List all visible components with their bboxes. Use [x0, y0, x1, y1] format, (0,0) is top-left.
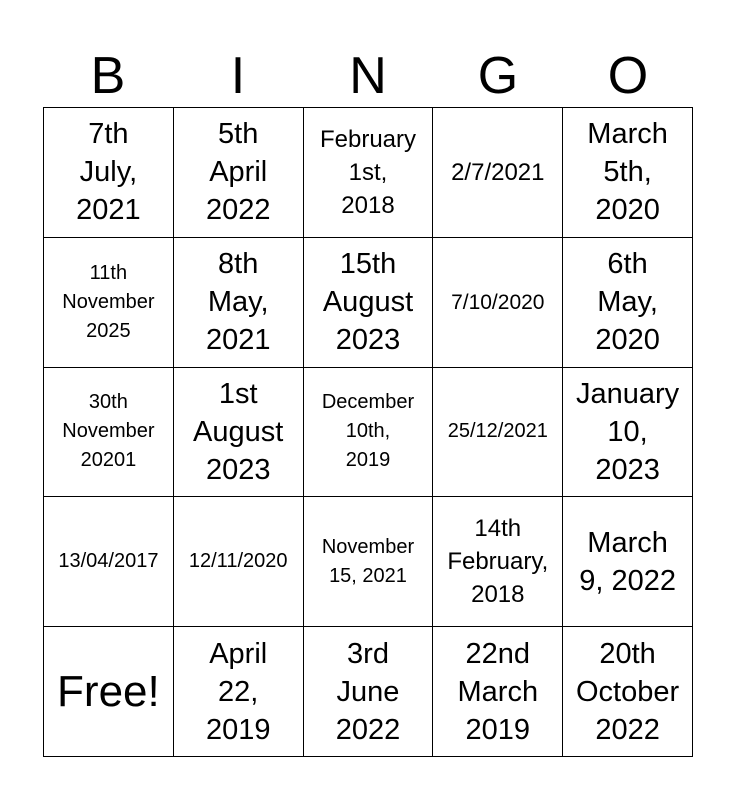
bingo-cell-r4-c2[interactable]: [174, 497, 304, 627]
cell-text: 22nd March 2019: [457, 637, 539, 746]
cell-text: 7/10/2020: [451, 290, 545, 314]
cell-text: 15th August 2023: [322, 248, 414, 357]
bingo-cell-r2-c5[interactable]: [563, 238, 693, 368]
bingo-cell-r1-c2[interactable]: [174, 108, 304, 238]
bingo-cell-r2-c3[interactable]: [304, 238, 434, 368]
cell-text: March 9, 2022: [579, 526, 676, 597]
bingo-cell-r3-c5[interactable]: [563, 368, 693, 498]
cell-text: 25/12/2021: [447, 420, 548, 443]
bingo-cell-r4-c4[interactable]: [433, 497, 563, 627]
bingo-cell-r5-c1[interactable]: [44, 627, 174, 757]
bingo-cell-r2-c4[interactable]: [433, 238, 563, 368]
cell-text: November 15, 2021: [321, 535, 415, 587]
cell-text: 12/11/2020: [188, 550, 288, 573]
cell-text: 1st August 2023: [193, 377, 284, 486]
bingo-cell-r4-c1[interactable]: [44, 497, 174, 627]
cell-text: 13/04/2017: [58, 550, 159, 573]
header-letter-b: B: [90, 47, 126, 105]
cell-text: January 10, 2023: [576, 377, 680, 486]
bingo-cell-r2-c2[interactable]: [174, 238, 304, 368]
header-letter-g: G: [477, 47, 519, 105]
bingo-cell-r5-c5[interactable]: [563, 627, 693, 757]
bingo-header: [43, 44, 693, 108]
cell-text: 5th April 2022: [205, 118, 271, 227]
cell-text: 11th November 2025: [62, 261, 155, 342]
cell-text: February 1st, 2018: [319, 125, 417, 219]
cell-text: April 22, 2019: [205, 637, 271, 746]
cell-text: 2/7/2021: [451, 158, 545, 186]
cell-text: December 10th, 2019: [321, 391, 415, 472]
bingo-cell-r5-c3[interactable]: [304, 627, 434, 757]
bingo-cell-r1-c1[interactable]: [44, 108, 174, 238]
bingo-cell-r2-c1[interactable]: [44, 238, 174, 368]
bingo-cell-r5-c2[interactable]: [174, 627, 304, 757]
bingo-cell-r3-c1[interactable]: [44, 368, 174, 498]
bingo-cell-r4-c3[interactable]: [304, 497, 434, 627]
cell-text: 30th November 20201: [62, 391, 155, 472]
cell-text: 7th July, 2021: [76, 118, 141, 227]
bingo-cell-r4-c5[interactable]: [563, 497, 693, 627]
bingo-cell-r3-c4[interactable]: [433, 368, 563, 498]
free-space-text: Free!: [57, 666, 160, 716]
cell-text: 8th May, 2021: [205, 248, 271, 357]
cell-text: 14th February, 2018: [447, 515, 549, 609]
cell-text: 20th October 2022: [576, 637, 680, 746]
bingo-cell-r1-c5[interactable]: [563, 108, 693, 238]
header-letter-o: O: [607, 47, 649, 105]
bingo-cell-r1-c4[interactable]: [433, 108, 563, 238]
header-letter-n: N: [349, 47, 387, 105]
bingo-cell-r3-c3[interactable]: [304, 368, 434, 498]
header-letter-i: I: [230, 47, 246, 105]
bingo-cell-r1-c3[interactable]: [304, 108, 434, 238]
bingo-grid: [43, 107, 693, 757]
bingo-cell-r5-c4[interactable]: [433, 627, 563, 757]
cell-text: 6th May, 2020: [595, 248, 660, 357]
cell-text: March 5th, 2020: [587, 118, 668, 227]
cell-text: 3rd June 2022: [335, 637, 401, 746]
bingo-cell-r3-c2[interactable]: [174, 368, 304, 498]
